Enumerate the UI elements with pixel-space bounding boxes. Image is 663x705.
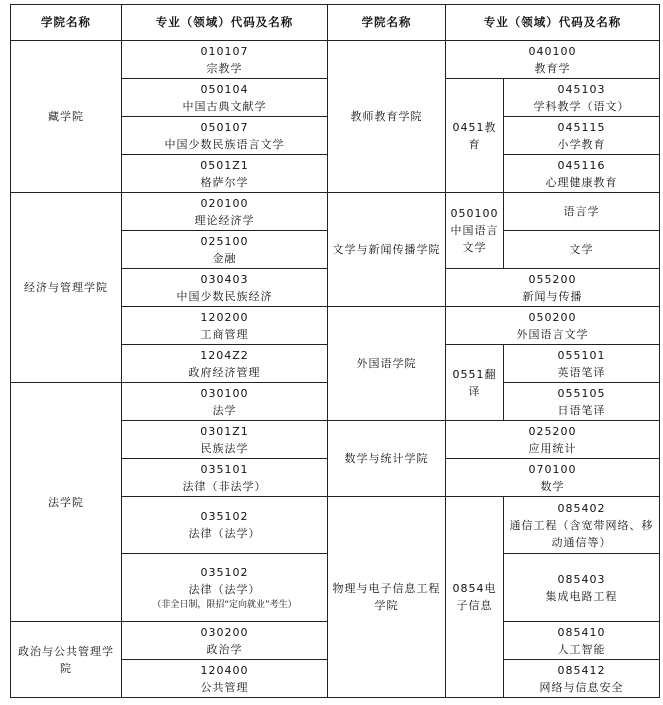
major-code: 030403 — [200, 272, 249, 286]
major-cell — [122, 231, 328, 269]
major-name: 金融 — [212, 251, 237, 265]
major-code: 085410 — [557, 625, 606, 639]
major-name: 日语笔译 — [557, 403, 606, 417]
major-name: 政治学 — [206, 642, 243, 656]
major-name: 宗教学 — [206, 61, 243, 75]
major-name: 格萨尔学 — [200, 175, 249, 189]
table-row — [11, 41, 660, 79]
major-cell — [122, 554, 328, 622]
major-name: 法学 — [212, 403, 237, 417]
major-code: 050104 — [200, 82, 249, 96]
major-code: 1204Z2 — [200, 348, 249, 362]
major-cell — [504, 660, 660, 698]
major-code: 050200 — [528, 310, 577, 324]
major-name: 教育学 — [534, 61, 571, 75]
major-code: 0501Z1 — [200, 158, 249, 172]
major-name: 中国古典文献学 — [182, 99, 267, 113]
major-name: 学科教学（语文） — [533, 99, 630, 113]
major-code: 010107 — [200, 44, 249, 58]
major-cell — [122, 383, 328, 421]
major-code: 120400 — [200, 663, 249, 677]
major-code: 120200 — [200, 310, 249, 324]
major-name: 法律（法学） — [188, 527, 261, 540]
major-cell — [122, 660, 328, 698]
major-cell — [504, 155, 660, 193]
major-code: 045103 — [557, 82, 606, 96]
header-college-right: 学院名称 — [328, 5, 446, 41]
major-code: 055101 — [557, 348, 606, 362]
major-code: 050107 — [200, 120, 249, 134]
major-name: 外国语言文学 — [516, 327, 589, 341]
major-name: 人工智能 — [557, 642, 606, 656]
major-cell — [122, 155, 328, 193]
major-group-cell: 0451教育 — [446, 79, 504, 193]
major-name: 集成电路工程 — [545, 589, 618, 603]
major-table — [10, 4, 660, 698]
major-cell — [504, 497, 660, 554]
major-name: 小学教育 — [557, 137, 606, 151]
major-cell — [122, 307, 328, 345]
major-name: 中国少数民族经济 — [176, 289, 273, 303]
major-cell — [446, 459, 660, 497]
major-code: 025100 — [200, 234, 249, 248]
header-college-left: 学院名称 — [11, 5, 122, 41]
major-cell — [446, 307, 660, 345]
major-cell — [446, 269, 660, 307]
major-name: 英语笔译 — [557, 365, 606, 379]
major-name: 政府经济管理 — [188, 365, 261, 379]
major-code: 025200 — [528, 424, 577, 438]
major-cell — [122, 193, 328, 231]
major-name: 中国少数民族语言文学 — [164, 137, 285, 151]
major-code: 055200 — [528, 272, 577, 286]
college-cell: 数学与统计学院 — [328, 421, 446, 497]
major-cell — [504, 383, 660, 421]
major-cell — [122, 421, 328, 459]
major-cell — [504, 79, 660, 117]
major-code: 045116 — [557, 158, 606, 172]
college-cell: 政治与公共管理学院 — [11, 622, 122, 698]
major-cell — [122, 117, 328, 155]
major-code: 040100 — [528, 44, 577, 58]
major-cell — [446, 41, 660, 79]
major-code: 085412 — [557, 663, 606, 677]
college-cell: 藏学院 — [11, 41, 122, 193]
major-name: 理论经济学 — [194, 213, 255, 227]
major-name: 通信工程（含宽带网络、移动通信等） — [509, 518, 654, 549]
major-code: 0301Z1 — [200, 424, 249, 438]
major-cell — [446, 421, 660, 459]
major-code: 085402 — [557, 501, 606, 515]
major-cell — [122, 79, 328, 117]
major-cell — [122, 345, 328, 383]
major-code: 030200 — [200, 625, 249, 639]
college-cell: 物理与电子信息工程学院 — [328, 497, 446, 698]
major-code: 035102 — [200, 565, 249, 579]
major-cell — [122, 269, 328, 307]
major-code: 035102 — [200, 510, 249, 523]
major-code: 045115 — [557, 120, 606, 134]
college-cell: 教师教育学院 — [328, 41, 446, 193]
major-code: 085403 — [557, 572, 606, 586]
major-cell — [122, 459, 328, 497]
college-cell: 外国语学院 — [328, 307, 446, 421]
header-row — [11, 5, 660, 41]
major-cell — [504, 622, 660, 660]
major-cell — [122, 41, 328, 79]
major-code: 020100 — [200, 196, 249, 210]
major-code: 070100 — [528, 462, 577, 476]
college-cell: 法学院 — [11, 383, 122, 622]
major-cell — [122, 497, 328, 554]
major-group-cell: 050100中国语言文学 — [446, 193, 504, 269]
header-major-left: 专业（领域）代码及名称 — [122, 5, 328, 41]
major-name: 应用统计 — [528, 441, 577, 455]
major-code: 030100 — [200, 386, 249, 400]
major-note: （非全日制，限招“定向就业”考生） — [152, 599, 297, 610]
major-name: 民族法学 — [200, 441, 249, 455]
major-cell — [122, 622, 328, 660]
major-name: 数学 — [540, 479, 565, 493]
sub-direction-cell: 文学 — [504, 231, 660, 269]
major-cell — [504, 117, 660, 155]
college-cell: 经济与管理学院 — [11, 193, 122, 383]
major-name: 法律（法学） — [188, 582, 261, 596]
college-cell: 文学与新闻传播学院 — [328, 193, 446, 307]
major-cell — [504, 554, 660, 622]
major-group-cell: 0551翻译 — [446, 345, 504, 421]
major-code: 035101 — [200, 462, 249, 476]
sub-direction-cell: 语言学 — [504, 193, 660, 231]
major-name: 网络与信息安全 — [539, 680, 624, 694]
major-name: 新闻与传播 — [522, 289, 583, 303]
major-code: 055105 — [557, 386, 606, 400]
major-name: 公共管理 — [200, 680, 249, 694]
major-group-cell: 0854电子信息 — [446, 497, 504, 698]
table-row — [11, 193, 660, 231]
major-name: 工商管理 — [200, 327, 249, 341]
admissions-table-container — [10, 4, 659, 698]
major-name: 法律（非法学） — [182, 479, 267, 493]
major-cell — [504, 345, 660, 383]
major-name: 心理健康教育 — [545, 175, 618, 189]
header-major-right: 专业（领域）代码及名称 — [446, 5, 660, 41]
